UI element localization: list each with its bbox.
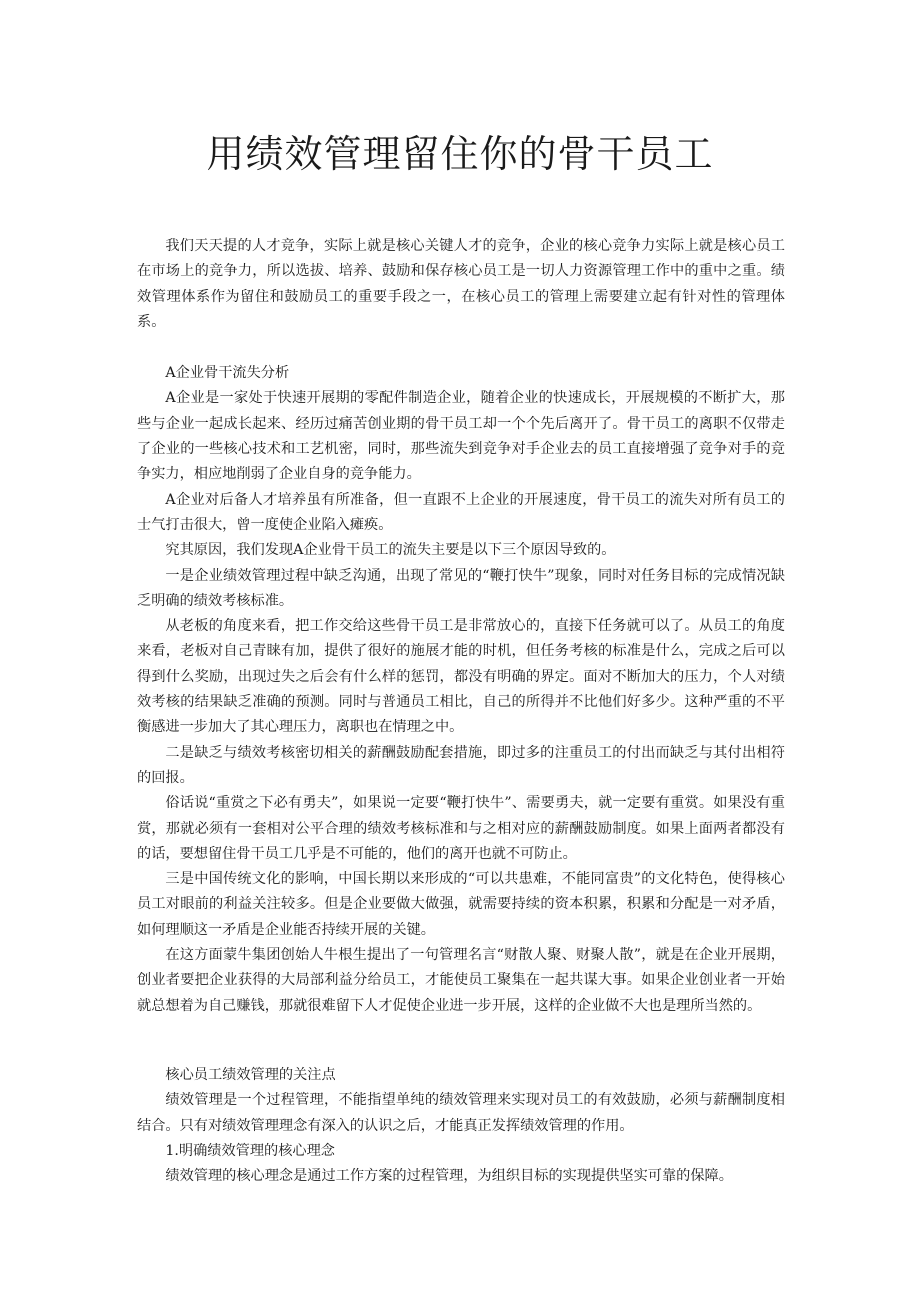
paragraph: A企业对后备人才培养虽有所准备，但一直跟不上企业的开展速度，骨干员工的流失对所有员工的士气打击很大，曾一度使企业陷入瘫痪。: [137, 491, 785, 533]
section-heading: 核心员工绩效管理的关注点: [165, 1066, 336, 1083]
paragraph: 绩效管理的核心理念是通过工作方案的过程管理，为组织目标的实现提供坚实可靠的保障。: [165, 1168, 733, 1185]
intro-paragraph: 我们天天提的人才竞争，实际上就是核心关键人才的竞争，企业的核心竞争力实际上就是核心员工在市场上的竞争力，所以选拔、培养、鼓励和保存核心员工是一切人力资源管理工作中的重中之重。绩效管理体系作为留住和鼓励员工的重要手段之一，在核心员工的管理上需要建立起有针对性的管理体系。: [137, 238, 785, 330]
paragraph: 一是企业绩效管理过程中缺乏沟通，出现了常见的“鞭打快牛”现象，同时对任务目标的完成情况缺乏明确的绩效考核标准。: [137, 567, 785, 609]
numbered-subheading: 1.明确绩效管理的核心理念: [165, 1142, 335, 1159]
document-title: 用绩效管理留住你的骨干员工: [206, 132, 714, 176]
paragraph: 绩效管理是一个过程管理，不能指望单纯的绩效管理来实现对员工的有效鼓励，必须与薪酬制度相结合。只有对绩效管理理念有深入的认识之后，才能真正发挥绩效管理的作用。: [137, 1092, 785, 1134]
paragraph: 三是中国传统文化的影响，中国长期以来形成的“可以共患难，不能同富贵”的文化特色，使得核心员工对眼前的利益关注较多。但是企业要做大做强，就需要持续的资本积累，积累和分配是一对矛盾，如何理顺这一矛盾是企业能否持续开展的关键。: [137, 871, 785, 938]
paragraph: 俗话说“重赏之下必有勇夫”，如果说一定要“鞭打快牛”、需要勇夫，就一定要有重赏。如果没有重赏，那就必须有一套相对公平合理的绩效考核标准和与之相对应的薪酬鼓励制度。如果上面两者都没有的话，要想留住骨干员工几乎是不可能的，他们的离开也就不可防止。: [137, 795, 785, 862]
spacer: [137, 1019, 785, 1063]
paragraph: 究其原因，我们发现A企业骨干员工的流失主要是以下三个原因导致的。: [165, 542, 616, 559]
document-body: [137, 234, 785, 1189]
paragraph: 二是缺乏与绩效考核密切相关的薪酬鼓励配套措施，即过多的注重员工的付出而缺乏与其付出相符的回报。: [137, 744, 785, 786]
section-heading: A企业骨干流失分析: [165, 365, 290, 382]
spacer: [137, 335, 785, 361]
paragraph: 从老板的角度来看，把工作交给这些骨干员工是非常放心的，直接下任务就可以了。从员工的角度来看，老板对自己青睐有加，提供了很好的施展才能的时机，但任务考核的标准是什么，完成之后可以得到什么奖励，出现过失之后会有什么样的惩罚，都没有明确的界定。面对不断加大的压力，个人对绩效考核的结果缺乏准确的预测。同时与普通员工相比，自己的所得并不比他们好多少。这种严重的不平衡感进一步加大了其心理压力，离职也在情理之中。: [137, 618, 785, 736]
paragraph: 在这方面蒙牛集团创始人牛根生提出了一句管理名言“财散人聚、财聚人散”，就是在企业开展期，创业者要把企业获得的大局部利益分给员工，才能使员工聚集在一起共谋大事。如果企业创业者一开始就总想着为自己赚钱，那就很难留下人才促使企业进一步开展，这样的企业做不大也是理所当然的。: [137, 947, 785, 1014]
paragraph: A企业是一家处于快速开展期的零配件制造企业，随着企业的快速成长，开展规模的不断扩大，那些与企业一起成长起来、经历过痛苦创业期的骨干员工却一个个先后离开了。骨干员工的离职不仅带走了企业的一些核心技术和工艺机密，同时，那些流失到竞争对手企业去的员工直接增强了竞争对手的竞争实力，相应地削弱了企业自身的竞争能力。: [137, 390, 785, 483]
